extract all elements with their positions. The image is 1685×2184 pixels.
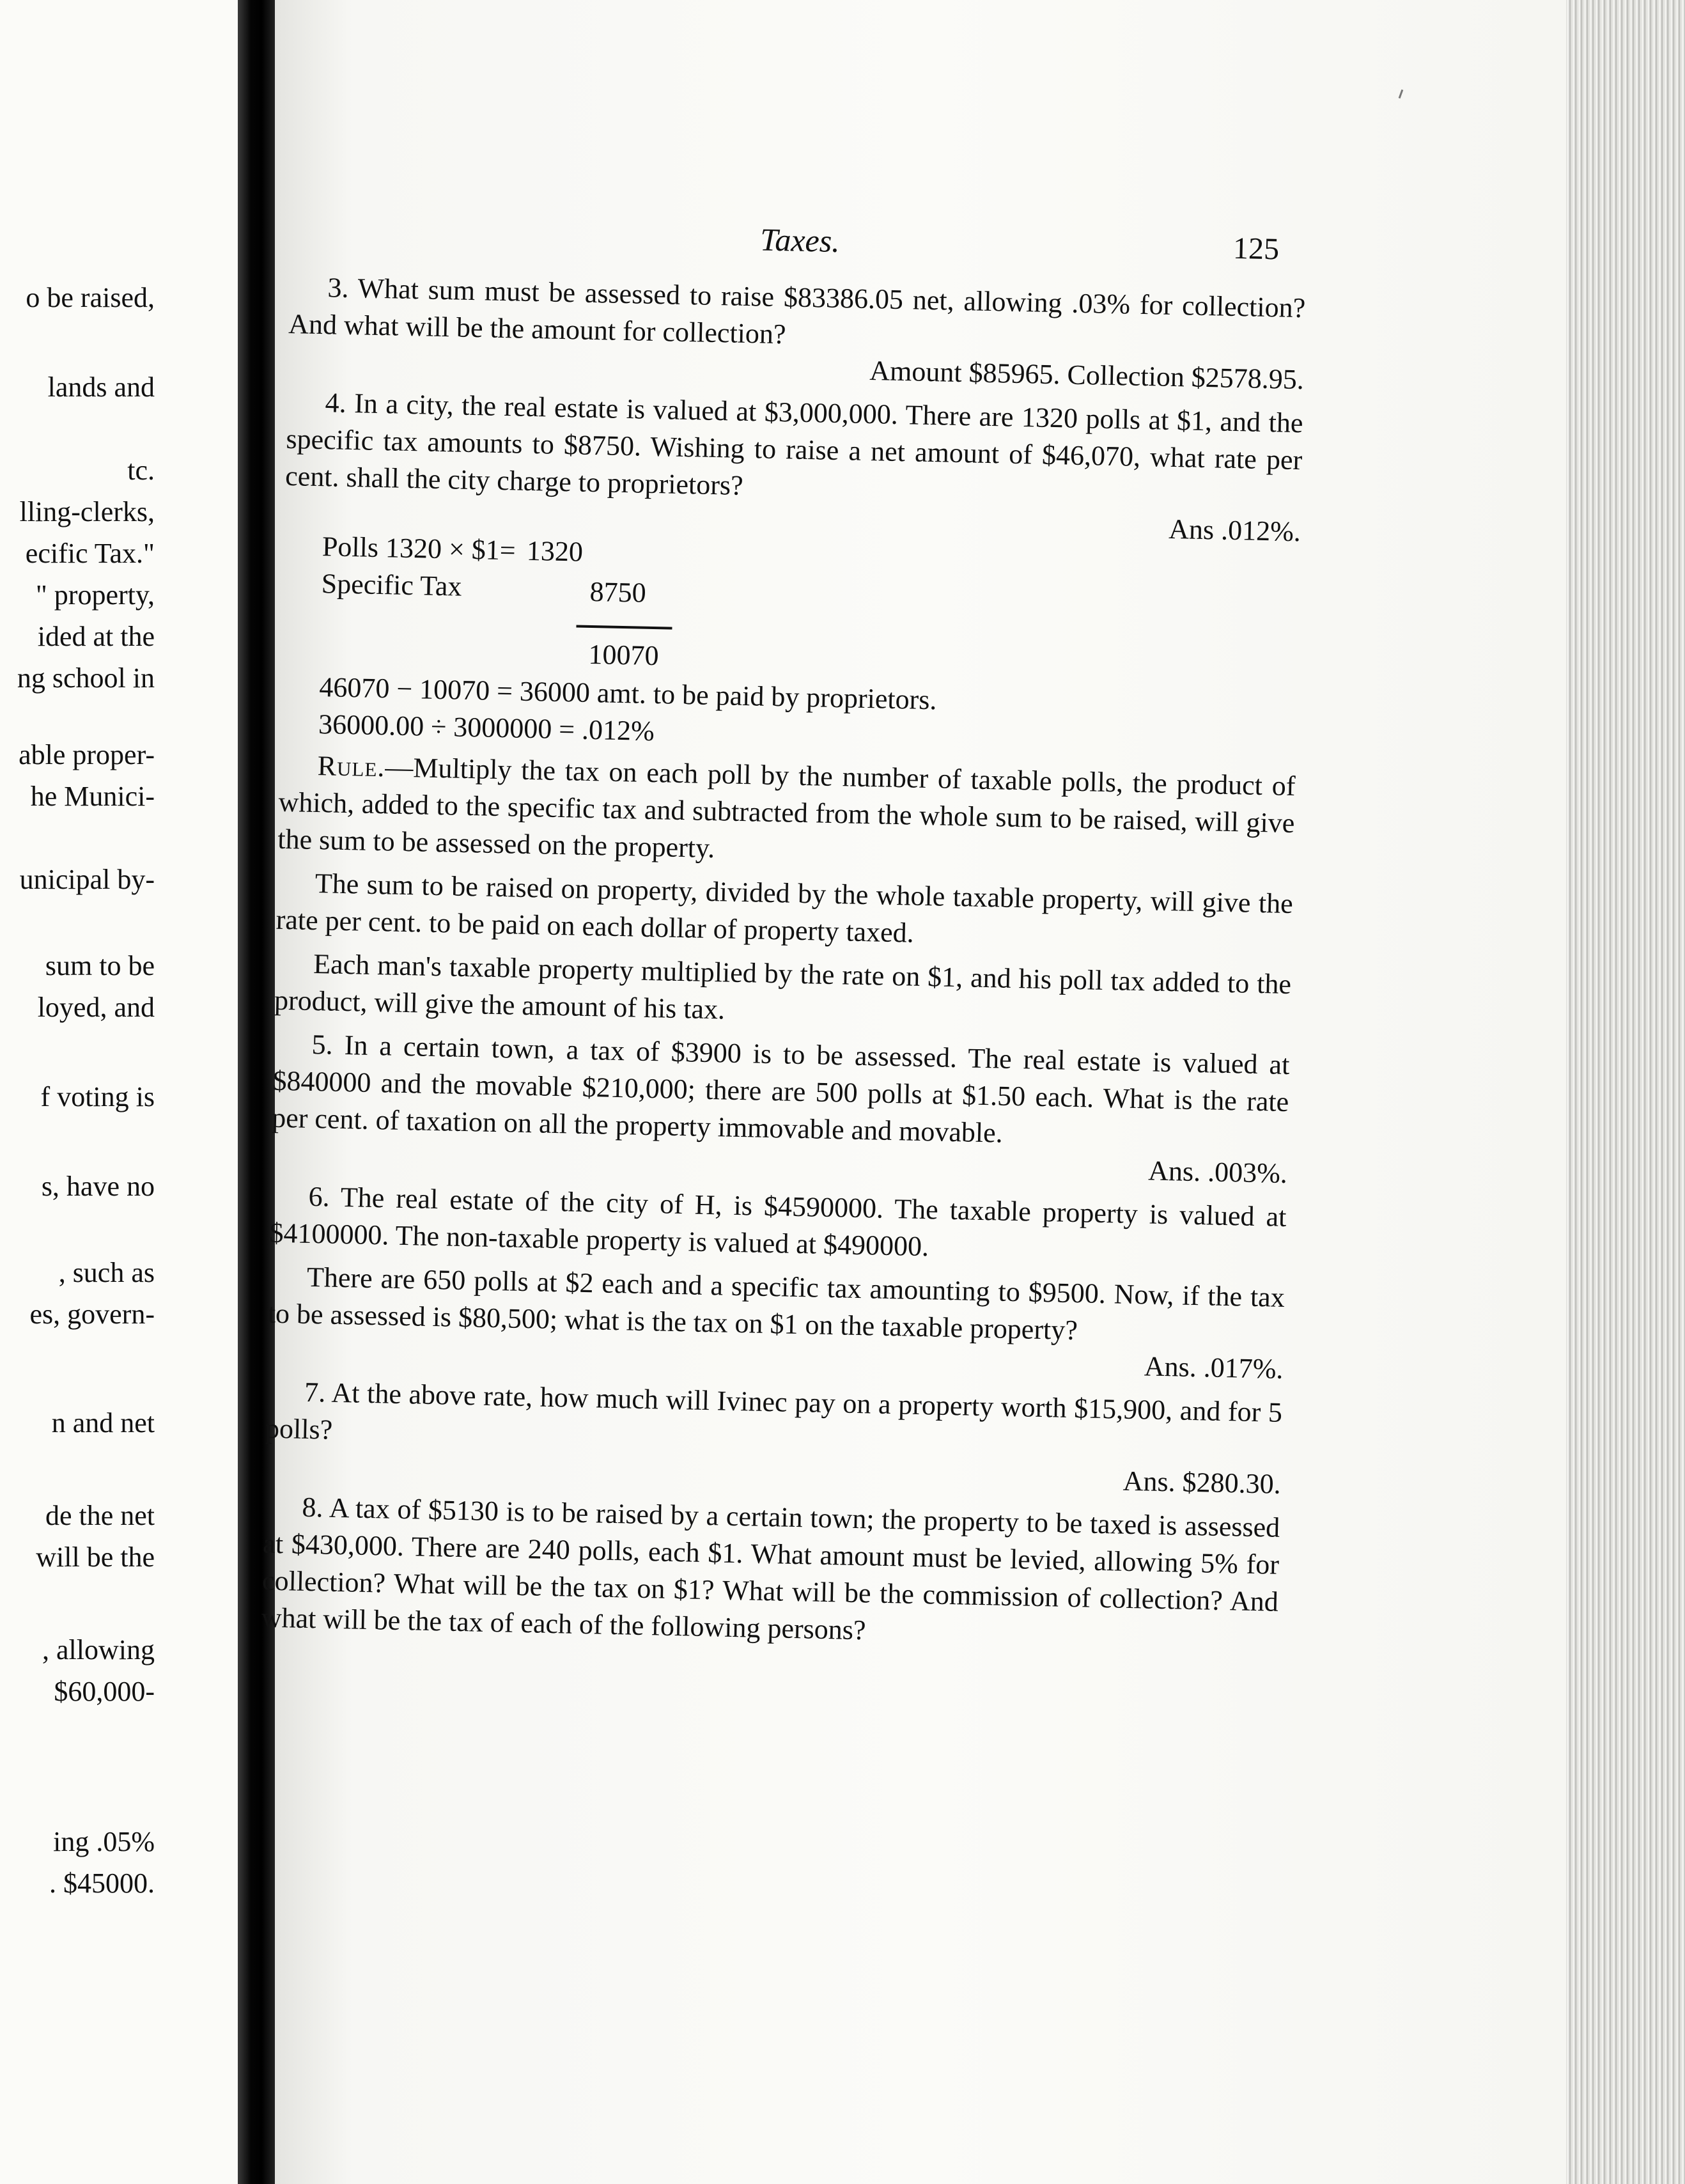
problem-6-answer: Ans. .017%.: [1144, 1350, 1284, 1385]
left-page-line: s, have no: [41, 1171, 155, 1202]
left-page-line: tc.: [127, 455, 155, 486]
problem-4: [285, 384, 1303, 516]
left-page-line: able proper-: [19, 739, 155, 770]
polls-label: Polls 1320 × $1=: [322, 531, 516, 566]
page-content: [261, 211, 1307, 1658]
rule-text: —Multiply the tax on each poll by the number of taxable polls, the product of which, added to the specific tax and subtracted from the whole sum to be raised, will give the sum to be assessed on the property.: [277, 751, 1296, 864]
rule-label: Rule.: [317, 750, 385, 783]
left-page-line: . $45000.: [49, 1868, 155, 1899]
book-gutter: [238, 0, 275, 2184]
polls-value: 1320: [526, 534, 584, 568]
problem-6: 6. The real estate of the city of H, is $4590000. The taxable property is valued at $4100000. The non-taxable property is valued at $490000.: [269, 1180, 1287, 1263]
left-page-line: es, govern-: [29, 1299, 155, 1330]
left-page-line: lling-clerks,: [19, 496, 155, 527]
left-page-line: , allowing: [42, 1634, 155, 1665]
problem-4-text: 4. In a city, the real estate is valued at $3,000,000. There are 1320 polls at $1, and the specific tax amounts to $8750. Wishing to raise a net amount of $46,070, what rate per cent. shall the city charge to proprietors?: [284, 387, 1303, 501]
left-page-line: lands and: [47, 371, 155, 403]
left-page-line: , such as: [58, 1257, 155, 1288]
problem-3: 3. What sum must be assessed to raise $83386.05 net, allowing .03% for collection? And what will be the amount for collection?: [288, 272, 1306, 350]
rule-paragraph-2: The sum to be raised on property, divided by the whole taxable property, will give the rate per cent. to be paid on each dollar of property taxed.: [276, 868, 1294, 949]
specific-tax-value: 8750: [589, 575, 647, 609]
rule-paragraph-3: Each man's taxable property multiplied by the rate on $1, and his poll tax added to the product, will give the amount of his tax.: [274, 948, 1292, 1026]
worked-solution: [280, 529, 1301, 761]
left-page-line: will be the: [36, 1541, 155, 1573]
left-page-line: $60,000-: [54, 1676, 155, 1707]
left-page-line: f voting is: [40, 1081, 155, 1112]
problem-7-answer: Ans. $280.30.: [1122, 1465, 1282, 1500]
left-page-line: ided at the: [37, 621, 155, 652]
rule-paragraph: [277, 747, 1296, 879]
problem-5: 5. In a certain town, a tax of $3900 is to be assessed. The real estate is valued at $840000 and the movable $210,000; there are 500 polls at $1.50 each. What is the rate per cent. of taxation on all the property immovable and movable.: [271, 1028, 1290, 1149]
left-page-line: n and net: [51, 1407, 155, 1439]
work-line-2: 36000.00 ÷ 3000000 = .012%: [318, 708, 655, 747]
left-page-text: [0, 0, 238, 2184]
sum-rule: [576, 625, 672, 629]
left-page-line: o be raised,: [26, 282, 155, 313]
problem-3-answer: Amount $85965. Collection $2578.95.: [869, 355, 1305, 396]
running-title: Taxes.: [759, 221, 841, 259]
left-page-line: he Munici-: [30, 781, 155, 812]
left-page-line: sum to be: [45, 950, 155, 981]
problem-8: 8. A tax of $5130 is to be raised by a certain town; the property to be taxed is assessed at $430,000. There are 240 polls, each $1. What amount must be levied, allowing 5% for collection? What will be the tax on $1? What will be the commission of collection? And what will be the tax of each of the following persons?: [261, 1491, 1280, 1646]
problem-5-answer: Ans. .003%.: [1147, 1155, 1288, 1189]
left-page-line: " property,: [35, 579, 155, 611]
left-page-line: ecific Tax.": [25, 538, 155, 569]
left-page: [0, 0, 238, 2184]
left-page-line: ing .05%: [53, 1826, 155, 1857]
page-number: 125: [1232, 231, 1280, 267]
left-page-line: unicipal by-: [19, 864, 155, 895]
left-page-line: de the net: [45, 1500, 155, 1531]
problem-7: 7. At the above rate, how much will Ivinec pay on a property worth $15,900, and for 5 polls?: [265, 1376, 1283, 1446]
left-page-line: ng school in: [17, 662, 155, 694]
problem-4-answer: Ans .012%.: [1168, 513, 1301, 548]
specific-tax-label: Specific Tax: [321, 568, 462, 602]
page-edges: [1566, 0, 1685, 2184]
left-page-line: loyed, and: [37, 992, 155, 1023]
sum-value: 10070: [588, 638, 660, 672]
problem-6-para-2: There are 650 polls at $2 each and a specific tax amounting to $9500. Now, if the tax to be assessed is $80,500; what is the tax on $1 on the taxable property?: [267, 1261, 1285, 1346]
work-line-1: 46070 − 10070 = 36000 amt. to be paid by proprietors.: [318, 671, 937, 716]
